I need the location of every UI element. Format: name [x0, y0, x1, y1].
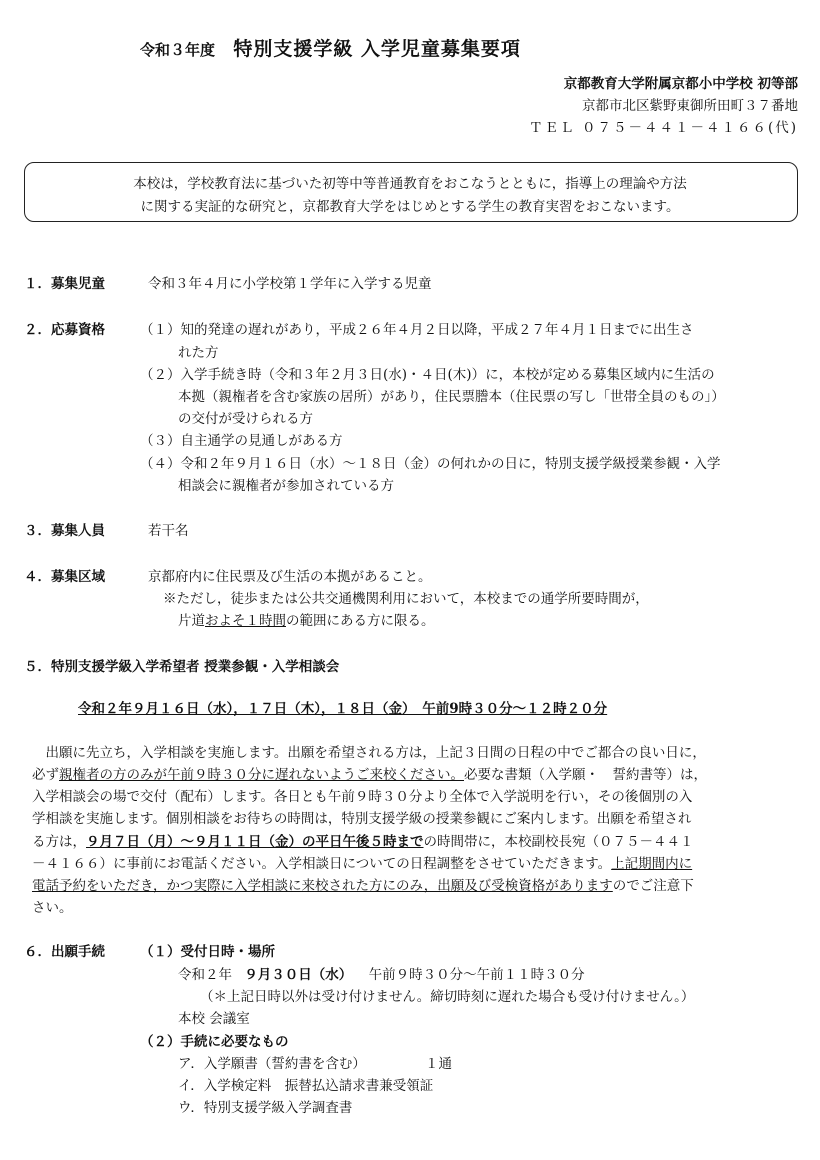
qualification-2a: （２）入学手続き時（令和３年２月３日(水)・４日(木)）に，本校が定める募集区域内に生活の	[140, 367, 715, 383]
phone-period: ９月７日（月）～９月１１日（金）の平日午後５時まで	[86, 834, 424, 850]
section-1-body: 令和３年４月に小学校第１学年に入学する児童	[148, 276, 432, 292]
school-name: 京都教育大学附属京都小中学校 初等部	[563, 76, 798, 92]
note-oneway: 片道	[178, 613, 205, 629]
section-5-line-6	[32, 852, 692, 872]
section-5-line-4: 学相談を実施します。個別相談をお待ちの時間は，特別支援学級の授業参観にご案内します。出願を希望され	[32, 811, 692, 827]
section-5-line-2	[32, 763, 707, 783]
reception-date	[178, 963, 585, 983]
required-items-heading: （２）手続に必要なもの	[140, 1034, 289, 1050]
reception-place: 本校 会議室	[178, 1011, 250, 1027]
reception-day: ９月３０日（水）	[244, 967, 353, 983]
qualification-4b: 相談会に親権者が参加されている方	[178, 478, 394, 494]
section-3-heading: ３．募集人員	[24, 523, 105, 539]
section-5-line-7	[32, 874, 694, 894]
text-applicants: る方は，	[32, 834, 86, 850]
section-4-note-2	[178, 609, 435, 629]
title-year: 令和３年度	[140, 41, 216, 59]
section-2-heading: ２．応募資格	[24, 322, 105, 338]
required-item-b: イ．入学検定料 振替払込請求書兼受領証	[178, 1078, 434, 1094]
section-3-body: 若干名	[148, 523, 189, 539]
caution-note: のでご注意下	[612, 878, 694, 894]
qualification-2b: 本拠（親権者を含む家族の居所）があり，住民票謄本（住民票の写し「世帯全員のもの」）	[178, 389, 725, 405]
parents-only-note: 親権者の方のみが午前９時３０分に遅れないようご来校ください。	[59, 767, 464, 783]
reception-year: 令和２年	[178, 967, 232, 983]
section-5-line-5	[32, 830, 694, 850]
section-1-heading: １．募集児童	[24, 276, 105, 292]
eligibility-note: 電話予約をいただき，かつ実際に入学相談に来校された方にのみ，出願及び受検資格があります	[32, 878, 613, 894]
school-address: 京都市北区紫野東御所田町３７番地	[582, 98, 798, 114]
section-4-body: 京都府内に住民票及び生活の本拠があること。	[148, 569, 432, 585]
eligibility-note-start: 上記期間内に	[611, 856, 693, 872]
note-range: の範囲にある方に限る。	[286, 613, 435, 629]
consultation-dates: 令和２年９月１６日（水），１７日（木），１８日（金） 午前9時３０分～１２時２０分	[78, 701, 608, 717]
note-one-hour: およそ１時間	[205, 613, 286, 629]
qualification-3: （３）自主通学の見通しがある方	[140, 433, 343, 449]
section-5-line-3: 入学相談会の場で交付（配布）します。各日とも午前９時３０分より全体で入学説明を行い，その後個別の入	[32, 789, 693, 805]
qualification-1b: れた方	[178, 345, 219, 361]
section-5-line-1: 出願に先立ち，入学相談を実施します。出願を希望される方は，上記３日間の日程の中でご都合の良い日に，	[32, 745, 706, 761]
reception-note: （＊上記日時以外は受け付けません。締切時刻に遅れた場合も受け付けません。）	[200, 989, 695, 1005]
reception-time: 午前９時３０分～午前１１時３０分	[368, 967, 585, 983]
qualification-2c: の交付が受けられる方	[178, 411, 313, 427]
vice-principal-phone: の時間帯に，本校副校長宛（０７５－４４１	[423, 834, 694, 850]
title-main: 特別支援学級 入学児童募集要項	[233, 38, 521, 60]
section-4-note-1: ※ただし，徒歩または公共交通機関利用において，本校までの通学所要時間が，	[163, 591, 649, 607]
qualification-1a: （１）知的発達の遅れがあり，平成２６年４月２日以降，平成２７年４月１日までに出生さ	[140, 322, 694, 338]
section-5-heading: ５．特別支援学級入学希望者 授業参観・入学相談会	[24, 659, 340, 675]
section-6-heading: ６．出願手続	[24, 944, 105, 960]
section-5-line-8: さい。	[32, 900, 73, 916]
schedule-adjust: －４１６６）に事前にお電話ください。入学相談日についての日程調整をさせていただきます。	[32, 856, 612, 872]
document-title	[140, 34, 521, 61]
required-item-a: ア．入学願書（誓約書を含む）	[178, 1056, 366, 1072]
school-tel: ＴＥＬ ０７５－４４１－４１６６(代)	[529, 120, 798, 136]
qualification-4a: （４）令和２年９月１６日（水）～１８日（金）の何れかの日に，特別支援学級授業参観・入学	[140, 456, 721, 472]
documents-note: 必要な書類（入学願・ 誓約書等）は，	[464, 767, 707, 783]
required-item-c: ウ．特別支援学級入学調査書	[178, 1100, 353, 1116]
intro-line-1: 本校は，学校教育法に基づいた初等中等普通教育をおこなうとともに，指導上の理論や方法	[133, 176, 687, 192]
required-item-a-count: １通	[425, 1056, 452, 1072]
section-4-heading: ４．募集区域	[24, 569, 105, 585]
reception-heading: （１）受付日時・場所	[140, 944, 275, 960]
intro-line-2: に関する実証的な研究と，京都教育大学をはじめとする学生の教育実習をおこないます。	[140, 199, 680, 215]
text-must: 必ず	[32, 767, 59, 783]
